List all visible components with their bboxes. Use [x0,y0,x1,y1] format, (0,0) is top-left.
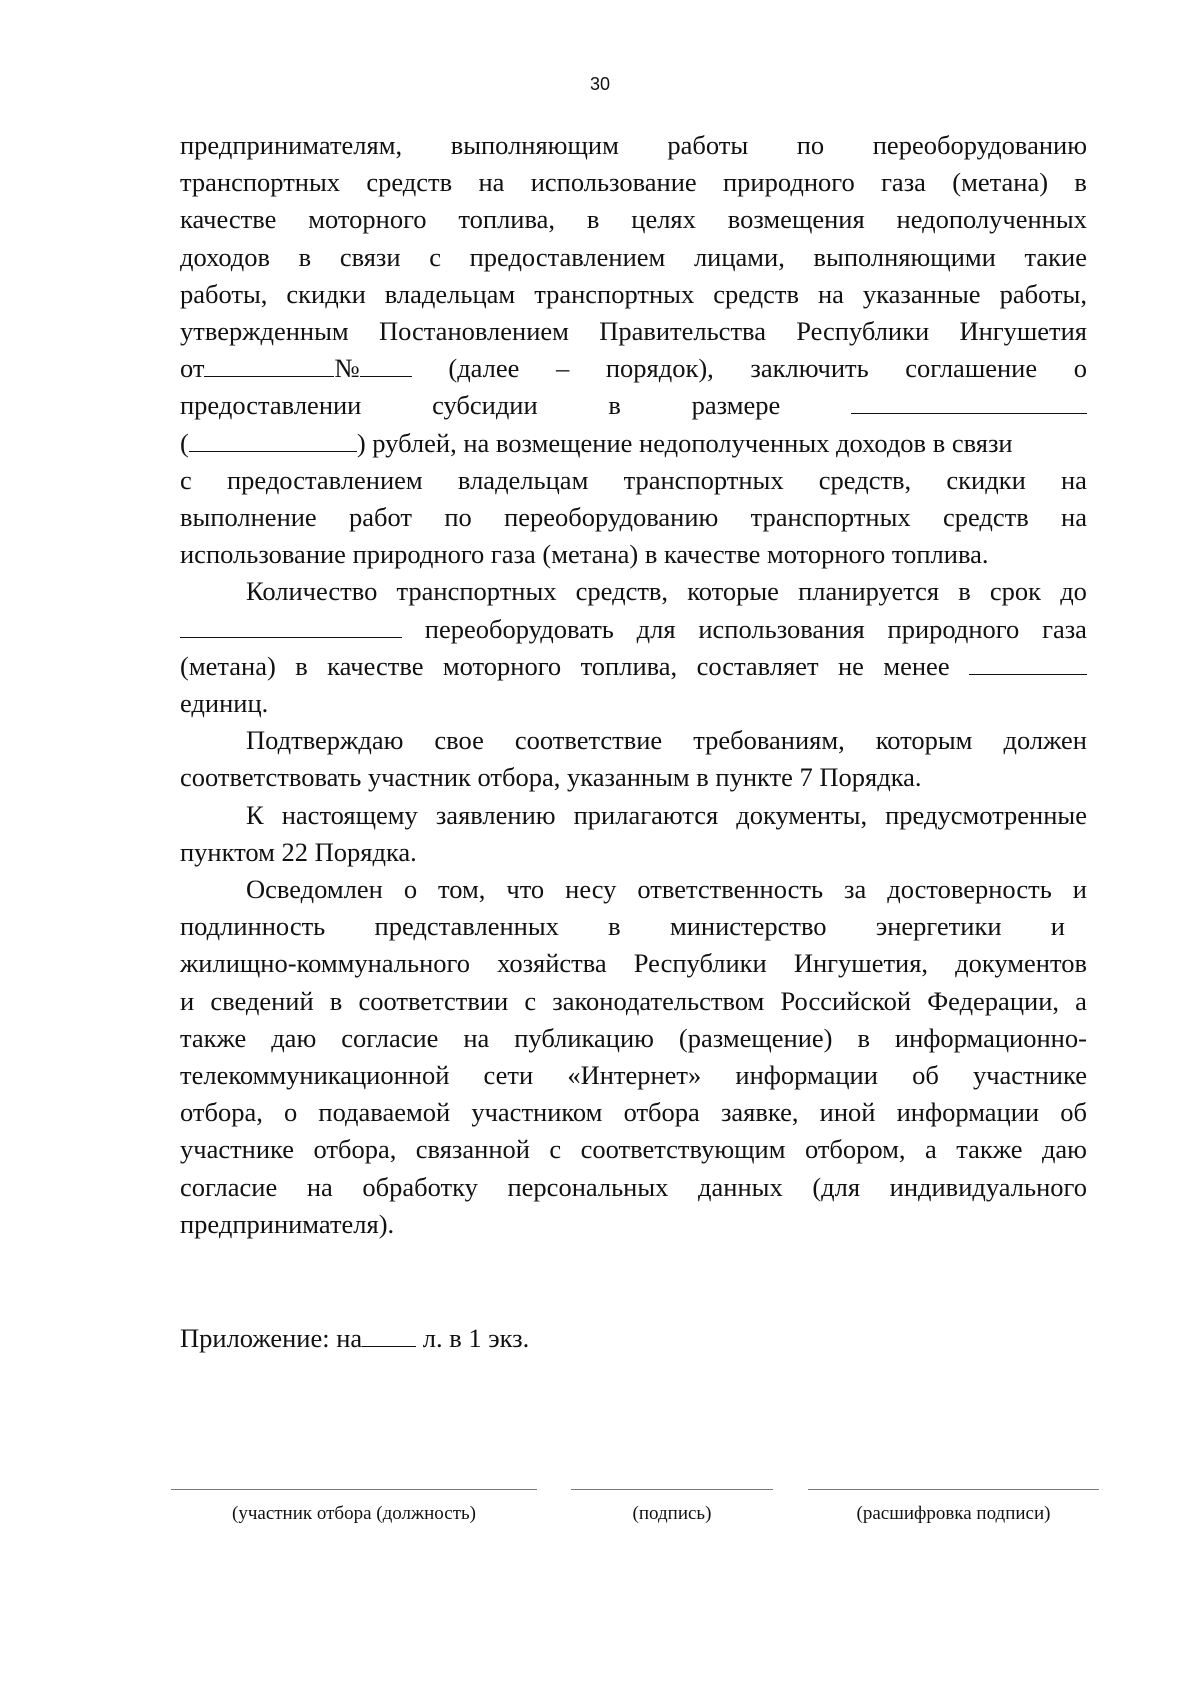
document-body [180,127,1087,1243]
word: соответствующим [580,1134,786,1165]
number-blank [360,350,412,377]
word: в [608,390,621,421]
word: жилищно-коммунального [180,948,470,979]
word: качестве [327,650,424,681]
word: свое [434,725,484,756]
word: об [1060,1097,1087,1128]
word: составляет [696,650,819,681]
word: такие [1024,241,1087,272]
word: топлива, [580,650,678,681]
text-line [180,462,1087,499]
word: не [838,650,864,681]
text-line-units [180,648,1087,685]
word: ответственность [637,874,824,905]
word: скидки [946,464,1026,495]
word: планируется [798,576,940,607]
text-line [180,573,1087,610]
word: заключить [750,353,869,384]
word: транспортных [623,464,784,495]
word: несу [565,874,617,905]
word: министерство [669,911,827,942]
word: для [636,613,676,644]
word: топлива, [458,204,556,235]
word: транспортных [750,502,911,533]
word: работ [349,502,412,533]
word: переоборудованию [872,130,1087,160]
word: использование [530,167,697,198]
word: соглашение [905,353,1038,384]
text-line [180,201,1087,238]
word: также [180,1022,247,1053]
text-line [180,313,1087,350]
word: по [444,502,472,533]
word: представленных [374,911,559,942]
text-line: предпринимателя). [180,1208,395,1239]
word: транспортных [396,576,557,607]
text-line-date-number [180,350,1087,387]
word: транспортных [180,167,341,198]
word: в [1074,167,1087,198]
word: предоставлении [180,390,362,421]
text-line [180,945,1087,982]
amount-words-group [180,425,1013,462]
page-number: 30 [589,74,611,94]
text-line [180,164,1087,201]
word: законодательством [552,985,765,1016]
word: связи [339,241,401,272]
word: доходов [180,241,271,272]
word: выполнение [180,502,317,533]
word: до [1060,576,1087,607]
text-line [180,871,1087,908]
text-line [180,1131,1087,1168]
text-line [180,1169,1087,1206]
word: работы, [999,278,1087,309]
word: в [295,650,308,681]
word: природного [887,613,1020,644]
word: Осведомлен [246,874,383,905]
word: участнике [180,1134,295,1165]
word: предоставлением [469,241,666,272]
word: с [180,464,192,495]
units-blank [969,648,1087,675]
text-line-amount [180,387,1087,424]
text-line: соответствовать участник отбора, указанным в пункте 7 Порядка. [180,762,922,793]
word: отбора, [313,1134,397,1165]
word: переоборудовать [424,613,614,644]
text-line: использование природного газа (метана) в качестве моторного топлива. [180,539,989,570]
word: владельцам [384,278,516,309]
word: лицами, [693,241,785,272]
word: обработку [362,1171,478,1202]
word: Федерации, [927,985,1059,1016]
word: Ингушетия, [793,948,929,979]
word: которым [875,725,973,756]
word: (метана) [180,650,276,681]
attachment-line [180,1320,529,1357]
signature-label: (подпись) [632,1503,712,1524]
word: на [306,1171,333,1202]
word: в [329,985,343,1016]
word: Российской [780,985,912,1016]
signature-line [571,1489,773,1490]
word: о [1073,353,1087,384]
word: в [298,241,312,272]
word: размере [691,390,781,421]
text-line [180,722,1087,759]
decoding-label: (расшифровка подписи) [856,1503,1051,1524]
word: природного [723,167,855,198]
word: что [506,874,545,905]
word: настоящему [281,799,418,830]
participant-label: (участник отбора (должность) [232,1503,476,1524]
word: на [1060,464,1087,495]
word: средств [942,502,1029,533]
word: телекоммуникационной [180,1060,450,1091]
word: газа [881,167,926,198]
word: моторного [308,204,427,235]
word: Подтверждаю [246,725,404,756]
word: согласие [180,1171,278,1202]
text-line [180,1057,1087,1094]
word: отбора [623,1097,700,1128]
word: газа [1042,613,1087,644]
word: выполняющими [813,241,996,272]
word: «Интернет» [567,1060,702,1091]
word: о [403,874,418,905]
word: моторного [442,650,562,681]
word: в [608,911,621,942]
word: участником [471,1097,603,1128]
word: а [925,1134,937,1165]
word: также [956,1134,1023,1165]
word: документов [955,948,1087,979]
word: работы, [180,278,268,309]
word: том, [438,874,486,905]
word: даю [1041,1134,1087,1165]
word: использования [698,613,865,644]
word: сети [483,1060,534,1091]
word: (далее [448,353,520,384]
text-line: пунктом 22 Порядка. [180,836,417,867]
word: которые [687,576,779,607]
word: за [844,874,867,905]
text-line [180,499,1087,536]
word: с [524,985,537,1016]
sheets-blank [362,1320,416,1347]
text-line [180,908,1087,945]
word: по [796,130,825,160]
text-line-deadline [180,611,1087,648]
word: качестве [180,204,277,235]
text-line: единиц. [180,688,269,719]
word: в [586,204,600,235]
text-line [180,1020,1087,1057]
word: индивидуального [889,1171,1087,1202]
word: скидки [286,278,366,309]
word: соответствие [514,725,663,756]
word: менее [883,650,950,681]
participant-signature-line [171,1489,537,1490]
word: субсидии [432,390,538,421]
word: согласие [341,1022,439,1053]
word: заявлению [435,799,556,830]
word: Республики [796,316,930,347]
word: – [556,353,570,384]
word: средств [366,167,453,198]
word: порядок), [605,353,714,384]
word: на [1061,502,1087,533]
word: в [857,1022,870,1053]
attachment-prefix: Приложение: на [180,1323,363,1353]
text-line [180,797,1087,834]
word: (метана) [952,167,1049,198]
date-blank [204,350,334,377]
word: указанные [862,278,981,309]
word: транспортных [534,278,695,309]
word: на [817,278,844,309]
word: в [958,576,971,607]
word: (для [812,1171,861,1202]
word: работы [667,130,749,160]
word: данных [698,1171,783,1202]
word: даю [271,1022,317,1053]
deadline-blank [180,611,402,638]
word: достоверность [887,874,1052,905]
text-line [180,1094,1087,1131]
word: участнике [972,1060,1087,1091]
word: (размещение) [678,1022,833,1053]
word: и [1050,911,1065,942]
amount-words-rest: ) рублей, на возмещение недополученных доходов в связи [356,427,1013,458]
text-line [180,127,1087,164]
word: Правительства [599,316,766,347]
word: заявке, [720,1097,799,1128]
word: переоборудованию [504,502,719,533]
text-line [180,239,1087,276]
word: прилагаются [573,799,719,830]
text-line-amount-words [180,425,1087,462]
word: публикацию [514,1022,654,1053]
word: на [463,1022,490,1053]
word: иной [819,1097,876,1128]
text-line [180,983,1087,1020]
open-paren: ( [180,427,189,458]
word: Постановлением [378,316,569,347]
word: недополученных [896,204,1087,235]
amount-blank [851,387,1087,414]
word: владельцам [457,464,589,495]
word: с [429,241,441,272]
from-label: от [180,353,205,384]
word: связанной [415,1134,530,1165]
word: информационно- [894,1022,1087,1053]
word: а [1075,985,1087,1016]
word: возмещения [727,204,865,235]
date-number-group [180,350,412,387]
decoding-signature-line [808,1489,1099,1490]
number-sign: № [334,353,360,384]
text-line [180,276,1087,313]
word: подлинность [180,911,326,942]
word: и [1072,874,1087,905]
word: на [478,167,505,198]
amount-words-blank [189,425,357,452]
word: предпринимателям, [180,130,403,160]
word: Количество [246,576,378,607]
word: предоставлением [226,464,423,495]
word: Ингушетия [959,316,1087,347]
word: должен [1003,725,1087,756]
word: предусмотренные [885,799,1087,830]
attachment-suffix: л. в 1 экз. [416,1323,530,1353]
word: выполняющим [450,130,619,160]
word: соответствии [358,985,509,1016]
word: средств, [818,464,912,495]
word: и [180,985,195,1016]
word: отбора, [180,1097,263,1128]
word: о [284,1097,298,1128]
word: об [912,1060,939,1091]
word: требованиям, [693,725,845,756]
word: срок [989,576,1042,607]
word: отбором, [804,1134,906,1165]
word: подаваемой [318,1097,451,1128]
word: хозяйства [497,948,607,979]
word: персональных [507,1171,669,1202]
word: утвержденным [180,316,349,347]
word: средств, [575,576,669,607]
word: средств [713,278,799,309]
word: целях [631,204,696,235]
word: документы, [736,799,868,830]
word: информации [896,1097,1040,1128]
word: энергетики [875,911,1002,942]
word: К [246,799,264,830]
word: с [549,1134,562,1165]
word: сведений [210,985,314,1016]
word: Республики [633,948,767,979]
word: информации [735,1060,878,1091]
